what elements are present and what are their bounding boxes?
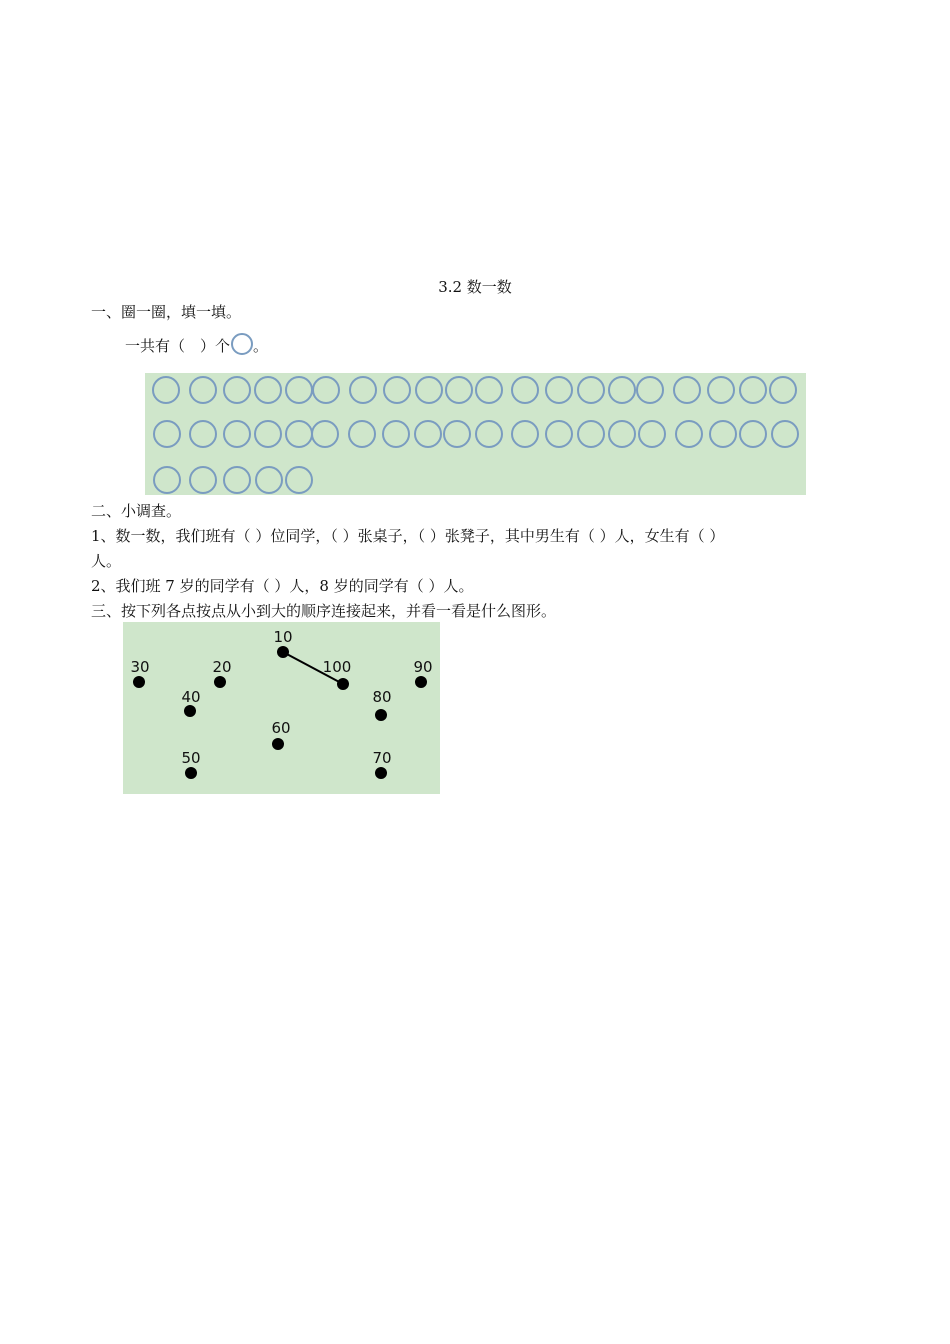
count-circle bbox=[311, 420, 339, 448]
count-circle bbox=[739, 376, 767, 404]
count-circle bbox=[348, 420, 376, 448]
count-circle bbox=[545, 420, 573, 448]
count-circle bbox=[445, 376, 473, 404]
count-circle bbox=[189, 376, 217, 404]
count-circle bbox=[709, 420, 737, 448]
dot-label-40: 40 bbox=[181, 688, 201, 706]
count-circle bbox=[254, 420, 282, 448]
dot-20 bbox=[214, 676, 226, 688]
count-circle bbox=[443, 420, 471, 448]
count-circle bbox=[707, 376, 735, 404]
count-circle bbox=[189, 420, 217, 448]
count-circle bbox=[673, 376, 701, 404]
dot-label-10: 10 bbox=[273, 628, 293, 646]
count-circle bbox=[769, 376, 797, 404]
count-circle bbox=[577, 376, 605, 404]
count-circle bbox=[545, 376, 573, 404]
count-circle bbox=[638, 420, 666, 448]
count-circle bbox=[254, 376, 282, 404]
dot-100 bbox=[337, 678, 349, 690]
section2-heading: 二、小调查。 bbox=[91, 502, 182, 520]
count-circle bbox=[577, 420, 605, 448]
connect-dots-panel bbox=[123, 622, 440, 794]
count-circle bbox=[255, 466, 283, 494]
count-circle bbox=[511, 376, 539, 404]
dot-30 bbox=[133, 676, 145, 688]
section3-heading: 三、按下列各点按点从小到大的顺序连接起来，并看一看是什么图形。 bbox=[91, 602, 557, 620]
page-title: 3.2 数一数 bbox=[438, 278, 512, 296]
count-circle bbox=[189, 466, 217, 494]
count-circle bbox=[223, 376, 251, 404]
connect-dots-figure bbox=[123, 622, 440, 794]
dot-90 bbox=[415, 676, 427, 688]
count-circle bbox=[771, 420, 799, 448]
count-circle bbox=[285, 420, 313, 448]
count-circle bbox=[608, 420, 636, 448]
count-circle bbox=[414, 420, 442, 448]
dot-label-20: 20 bbox=[212, 658, 232, 676]
count-circle bbox=[415, 376, 443, 404]
count-prompt-end: 。 bbox=[253, 337, 269, 355]
dot-label-50: 50 bbox=[181, 749, 201, 767]
count-circle bbox=[475, 376, 503, 404]
dot-label-80: 80 bbox=[372, 688, 392, 706]
count-circle bbox=[285, 376, 313, 404]
count-prompt bbox=[125, 333, 268, 356]
dot-70 bbox=[375, 767, 387, 779]
dot-10 bbox=[277, 646, 289, 658]
dot-label-60: 60 bbox=[271, 719, 291, 737]
dot-label-90: 90 bbox=[413, 658, 433, 676]
dot-label-30: 30 bbox=[130, 658, 150, 676]
count-circle bbox=[511, 420, 539, 448]
count-circle bbox=[383, 376, 411, 404]
count-circle bbox=[675, 420, 703, 448]
count-prompt-text: 一共有（ ）个 bbox=[125, 337, 231, 355]
count-circle bbox=[636, 376, 664, 404]
dot-50 bbox=[185, 767, 197, 779]
count-circle bbox=[475, 420, 503, 448]
section1-heading: 一、圈一圈，填一填。 bbox=[91, 303, 242, 321]
count-circle bbox=[223, 420, 251, 448]
survey-question-1: 1、数一数，我们班有（ ）位同学，（ ）张桌子，（ ）张凳子，其中男生有（ ）人，女生有（ ） bbox=[91, 527, 725, 545]
count-circle bbox=[739, 420, 767, 448]
survey-question-1-cont: 人。 bbox=[91, 552, 122, 570]
dot-label-70: 70 bbox=[372, 749, 392, 767]
dot-label-100: 100 bbox=[322, 658, 352, 676]
dot-80 bbox=[375, 709, 387, 721]
count-circle bbox=[349, 376, 377, 404]
circle-panel bbox=[145, 373, 806, 495]
count-circle bbox=[285, 466, 313, 494]
count-circle bbox=[223, 466, 251, 494]
count-circle bbox=[382, 420, 410, 448]
count-circle bbox=[608, 376, 636, 404]
dot-40 bbox=[184, 705, 196, 717]
count-circle bbox=[153, 420, 181, 448]
count-circle bbox=[312, 376, 340, 404]
survey-question-2: 2、我们班 7 岁的同学有（ ）人，8 岁的同学有（ ）人。 bbox=[91, 577, 474, 595]
count-circle bbox=[152, 376, 180, 404]
circle-icon bbox=[231, 333, 253, 355]
count-circle bbox=[153, 466, 181, 494]
dot-60 bbox=[272, 738, 284, 750]
